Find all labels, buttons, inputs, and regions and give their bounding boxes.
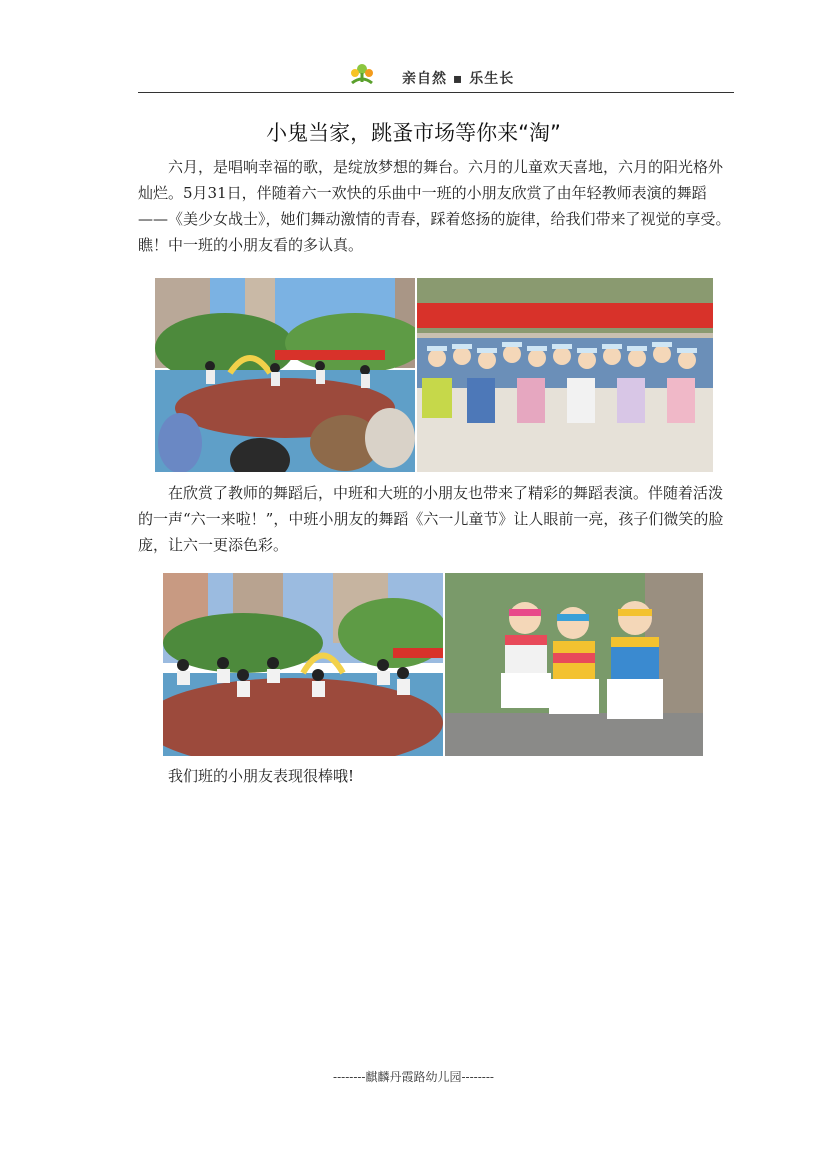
photo-three-children [445,573,703,756]
article-paragraph-3: 我们班的小朋友表现很棒哦! [168,767,355,785]
article-paragraph-2: 在欣赏了教师的舞蹈后，中班和大班的小朋友也带来了精彩的舞蹈表演。伴随着活泼的一声“六一来啦！”，中班小朋友的舞蹈《六一儿童节》让人眼前一亮，孩子们微笑的脸庞，让六一更添色彩。 [138,484,724,554]
page-header [138,58,734,93]
header-slogan: 亲自然 ▪ 乐生长 [402,71,515,87]
photo-teacher-dance [155,278,415,472]
photo-children-watching [417,278,713,472]
article-paragraph-1: 六月，是唱响幸福的歌，是绽放梦想的舞台。六月的儿童欢天喜地，六月的阳光格外灿烂。5月31日，伴随着六一欢快的乐曲中一班的小朋友欣赏了由年轻教师表演的舞蹈——《美少女战士》，她们舞动激情的青春，踩着悠扬的旋律，给我们带来了视觉的享受。瞧！中一班的小朋友看的多认真。 [138,158,731,254]
photo-children-dance [163,573,443,756]
article-title: 小鬼当家，跳蚤市场等你来“淘” [266,121,561,145]
kindergarten-logo-icon [348,61,376,87]
page-footer: --------麒麟丹霞路幼儿园-------- [333,1070,494,1084]
